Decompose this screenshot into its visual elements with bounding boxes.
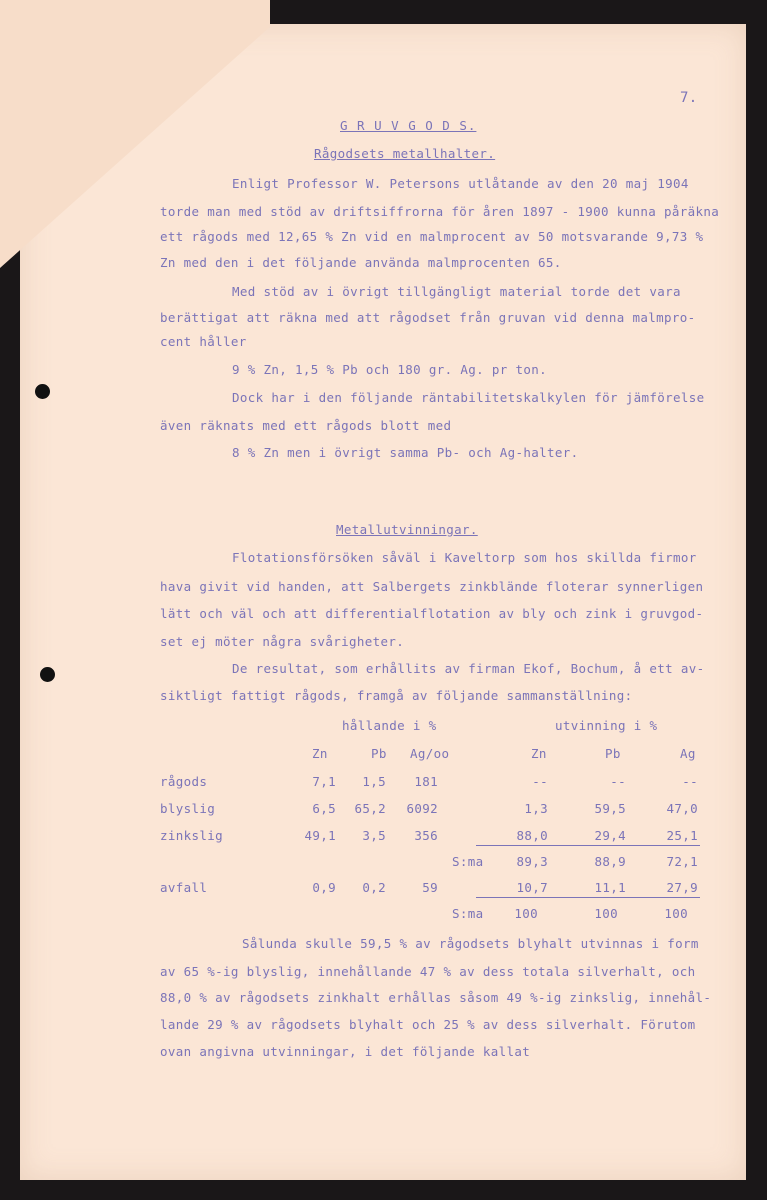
body-line: Dock har i den följande räntabilitetskalkylen för jämförelse bbox=[232, 390, 705, 405]
table-cell: 72,1 bbox=[666, 854, 698, 869]
table-col-header: Ag/oo bbox=[410, 746, 450, 761]
body-line: av 65 %-ig blyslig, innehållande 47 % av dess totala silverhalt, och bbox=[160, 964, 696, 979]
table-cell: -- bbox=[532, 774, 548, 789]
section-heading-metal-extraction: Metallutvinningar. bbox=[336, 522, 478, 537]
table-cell: 6092 bbox=[406, 801, 438, 816]
table-cell: 59,5 bbox=[594, 801, 626, 816]
table-row-label: avfall bbox=[160, 880, 208, 895]
table-cell: 7,1 bbox=[312, 774, 336, 789]
body-line: ett rågods med 12,65 % Zn vid en malmprocent av 50 motsvarande 9,73 % bbox=[160, 229, 704, 244]
table-sum-label: S:ma bbox=[452, 906, 484, 921]
punch-hole-top bbox=[35, 384, 50, 399]
sum-rule bbox=[476, 897, 700, 898]
table-col-header: Pb bbox=[605, 746, 621, 761]
table-sum-label: S:ma bbox=[452, 854, 484, 869]
body-line: lande 29 % av rågodsets blyhalt och 25 % av dess silverhalt. Förutom bbox=[160, 1017, 696, 1032]
body-line: 9 % Zn, 1,5 % Pb och 180 gr. Ag. pr ton. bbox=[232, 362, 548, 377]
table-cell: 6,5 bbox=[312, 801, 336, 816]
table-group-header: hållande i % bbox=[342, 718, 437, 733]
body-line: siktligt fattigt rågods, framgå av följande sammanställning: bbox=[160, 688, 633, 703]
table-cell: 100 bbox=[594, 906, 618, 921]
body-line: De resultat, som erhållits av firman Ekof, Bochum, å ett av- bbox=[232, 661, 705, 676]
sum-rule bbox=[476, 845, 700, 846]
main-title: G R U V G O D S. bbox=[340, 118, 477, 133]
page-number: 7. bbox=[680, 90, 698, 106]
table-cell: 88,9 bbox=[594, 854, 626, 869]
table-cell: 1,3 bbox=[524, 801, 548, 816]
table-cell: 3,5 bbox=[362, 828, 386, 843]
body-line: torde man med stöd av driftsiffrorna för åren 1897 - 1900 kunna påräkna bbox=[160, 204, 720, 219]
table-cell: 100 bbox=[664, 906, 688, 921]
table-cell: 59 bbox=[422, 880, 438, 895]
table-cell: 65,2 bbox=[354, 801, 386, 816]
table-col-header: Ag bbox=[680, 746, 696, 761]
table-cell: 11,1 bbox=[594, 880, 626, 895]
table-cell: 47,0 bbox=[666, 801, 698, 816]
table-cell: 88,0 bbox=[516, 828, 548, 843]
table-row-label: rågods bbox=[160, 774, 208, 789]
body-line: Enligt Professor W. Petersons utlåtande av den 20 maj 1904 bbox=[232, 176, 689, 191]
table-cell: 0,9 bbox=[312, 880, 336, 895]
table-cell: 0,2 bbox=[362, 880, 386, 895]
table-cell: -- bbox=[682, 774, 698, 789]
section-heading-metal-content: Rågodsets metallhalter. bbox=[314, 146, 496, 161]
table-col-header: Zn bbox=[531, 746, 547, 761]
table-cell: 29,4 bbox=[594, 828, 626, 843]
document-page bbox=[20, 24, 746, 1180]
table-cell: 27,9 bbox=[666, 880, 698, 895]
table-row-label: blyslig bbox=[160, 801, 216, 816]
body-line: Med stöd av i övrigt tillgängligt material torde det vara bbox=[232, 284, 681, 299]
table-col-header: Zn bbox=[312, 746, 328, 761]
body-line: berättigat att räkna med att rågodset från gruvan vid denna malmpro- bbox=[160, 310, 696, 325]
table-cell: 25,1 bbox=[666, 828, 698, 843]
body-line: även räknats med ett rågods blott med bbox=[160, 418, 452, 433]
table-row-label: zinkslig bbox=[160, 828, 224, 843]
table-group-header: utvinning i % bbox=[555, 718, 658, 733]
table-cell: 10,7 bbox=[516, 880, 548, 895]
table-col-header: Pb bbox=[371, 746, 387, 761]
table-cell: 181 bbox=[414, 774, 438, 789]
table-cell: 1,5 bbox=[362, 774, 386, 789]
body-line: cent håller bbox=[160, 334, 247, 349]
body-line: Zn med den i det följande använda malmprocenten 65. bbox=[160, 255, 562, 270]
body-line: 8 % Zn men i övrigt samma Pb- och Ag-halter. bbox=[232, 445, 579, 460]
table-cell: 49,1 bbox=[304, 828, 336, 843]
body-line: ovan angivna utvinningar, i det följande kallat bbox=[160, 1044, 531, 1059]
table-cell: 356 bbox=[414, 828, 438, 843]
body-line: 88,0 % av rågodsets zinkhalt erhållas såsom 49 %-ig zinkslig, innehål- bbox=[160, 990, 712, 1005]
table-cell: 100 bbox=[514, 906, 538, 921]
table-cell: 89,3 bbox=[516, 854, 548, 869]
body-line: Flotationsförsöken såväl i Kaveltorp som hos skillda firmor bbox=[232, 550, 697, 565]
punch-hole-bottom bbox=[40, 667, 55, 682]
body-line: lätt och väl och att differentialflotation av bly och zink i gruvgod- bbox=[160, 606, 704, 621]
body-line: hava givit vid handen, att Salbergets zinkblände floterar synnerligen bbox=[160, 579, 704, 594]
table-cell: -- bbox=[610, 774, 626, 789]
body-line: set ej möter några svårigheter. bbox=[160, 634, 405, 649]
body-line: Sålunda skulle 59,5 % av rågodsets blyhalt utvinnas i form bbox=[242, 936, 699, 951]
